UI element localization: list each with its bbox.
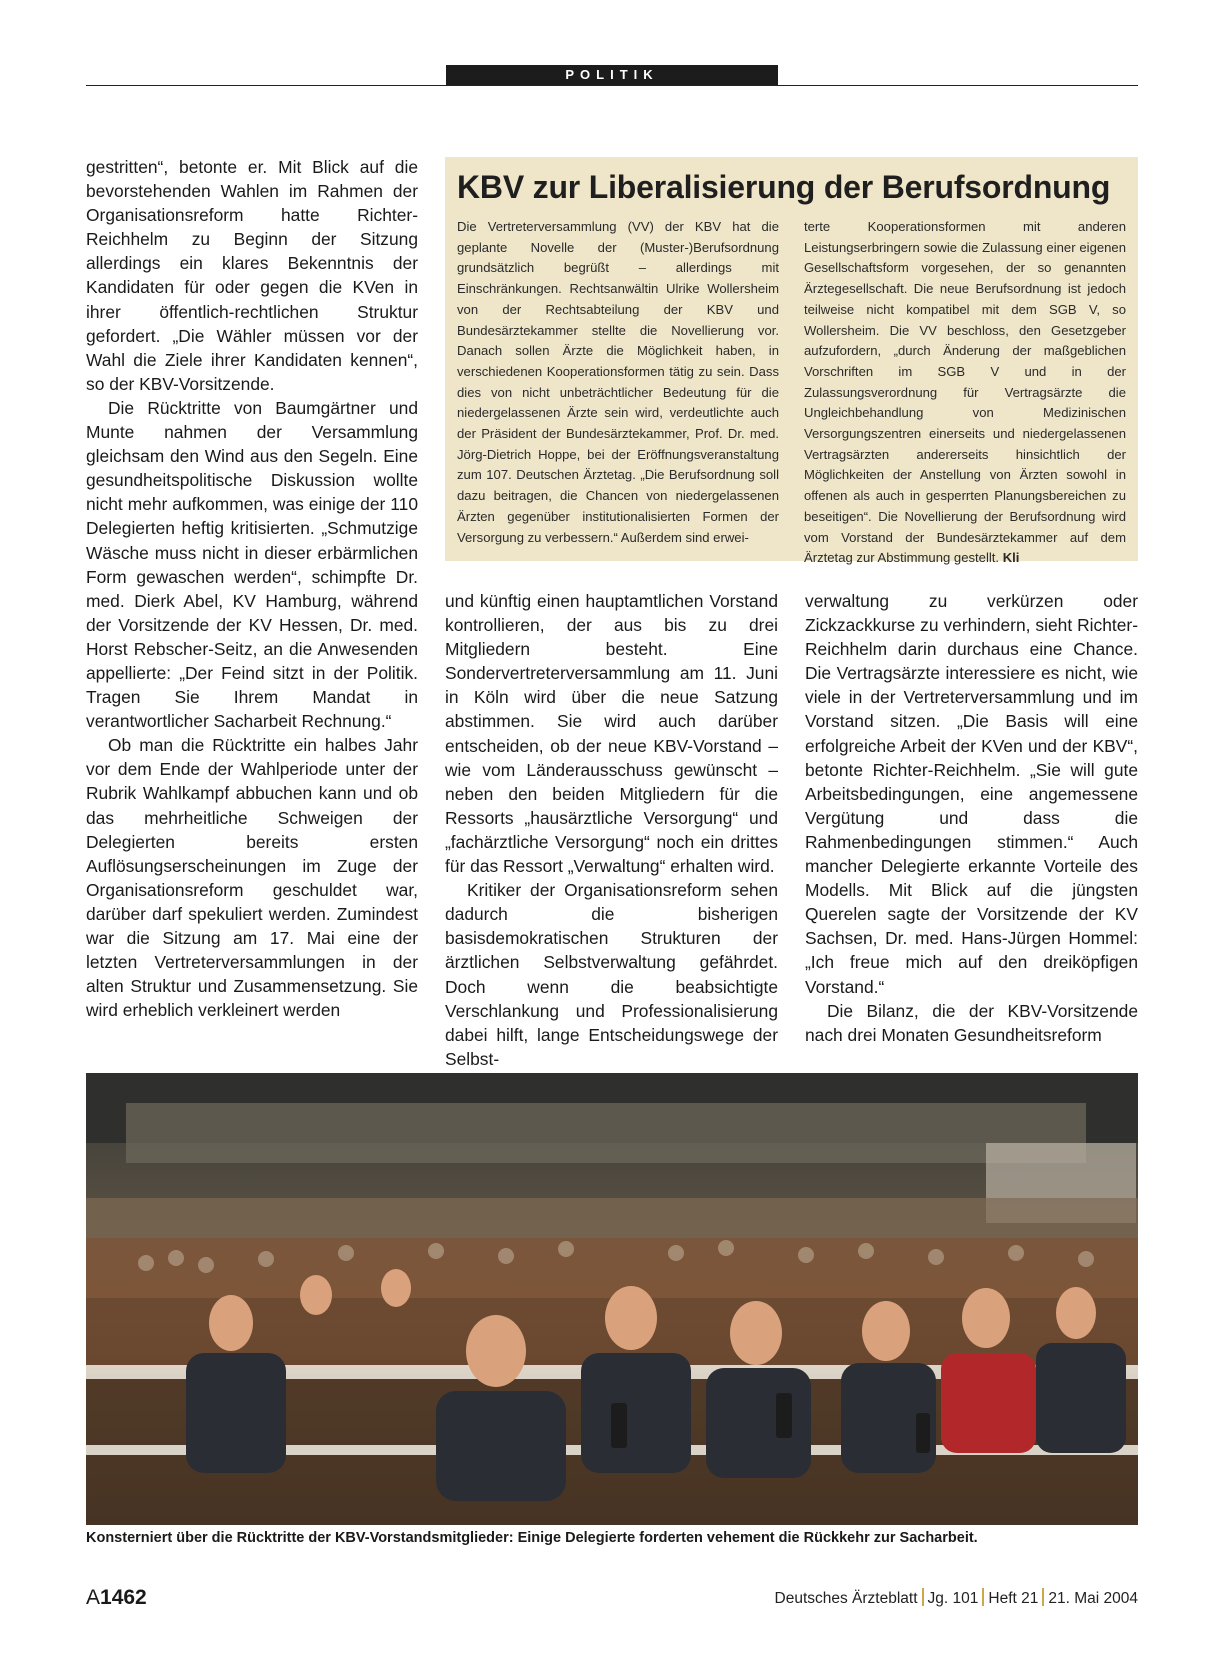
article-column-1 [86, 155, 418, 1022]
info-box-left-text: Die Vertreterversammlung (VV) der KBV hat die geplante Novelle der (Muster-)Berufsordnung grundsätzlich begrüßt – allerdings mit Einschränkungen. Rechtsanwältin Ulrike Wollersheim von der Rechtsabteilung der KBV und Bundesärztekammer stellte die Novellierung vor. Danach sollen Ärzte die Möglichkeit haben, in verschiedenen Kooperationsformen tätig zu sein. Dass dies von nicht unbeträchtlicher Bedeutung für die niedergelassenen Ärzte sein wird, verdeutlichte auch der Präsident der Bundesärztekammer, Prof. Dr. med. Jörg-Dietrich Hoppe, bei der Eröffnungsveranstaltung zum 107. Deutschen Ärztetag. „Die Berufsordnung soll dazu beitragen, die Chancen von niedergelassenen Ärzten gegenüber institutionalisierten Formen der Versorgung zu verbessern.“ Außerdem sind erwei- [457, 219, 779, 545]
col2-paragraph-1: und künftig einen hauptamtlichen Vorstand kontrollieren, der aus bis zu drei Mitgliedern besteht. Eine Sondervertreterversammlung am 11. Juni in Köln wird über die neue Satzung abstimmen. Sie wird auch darüber entscheiden, ob der neue KBV-Vorstand – wie vom Länderausschuss gewünscht – neben den beiden Mitgliedern für die Ressorts „hausärztliche Versorgung“ und „fachärztliche Versorgung“ noch ein drittes für das Ressort „Verwaltung“ erhalten wird. [445, 591, 778, 877]
footer-separator [982, 1588, 984, 1606]
author-tag: Kli [1002, 550, 1020, 566]
info-box-right-column [804, 217, 1126, 569]
journal-info [775, 1588, 1138, 1610]
footer-separator [1042, 1588, 1044, 1606]
assembly-photo [86, 1073, 1138, 1525]
page-number-value: 1462 [100, 1586, 147, 1609]
col2-paragraph-2: Kritiker der Organisationsreform sehen dadurch die bisherigen basisdemokratischen Strukturen der ärztlichen Selbstverwaltung gefährdet. Doch wenn die beabsichtigte Verschlankung und Professionalisierung dabei hilft, lange Entscheidungswege der Selbst- [445, 880, 778, 1069]
page-letter: A [86, 1586, 101, 1609]
journal-name: Deutsches Ärzteblatt [774, 1590, 918, 1607]
header-rule [86, 85, 1138, 86]
col3-paragraph-1: verwaltung zu verkürzen oder Zickzackkurse zu verhindern, sieht Richter-Reichhelm darin durchaus eine Chance. Die Vertragsärzte interessiere es nicht, wie viele in der Vertreterversammlung und im Vorstand sitzen. „Die Basis will eine erfolgreiche Arbeit der KVen und der KBV“, betonte Richter-Reichhelm. „Sie will gute Arbeitsbedingungen, eine angemessene Vergütung und dass die Rahmenbedingungen stimmen.“ Auch mancher Delegierte erkannte Vorteile des Modells. Mit Blick auf die jüngsten Querelen sagte der Vorsitzende der KV Sachsen, Dr. med. Hans-Jürgen Hommel: „Ich freue mich auf den dreiköpfigen Vorstand.“ [805, 591, 1138, 997]
journal-volume: Jg. 101 [927, 1590, 979, 1607]
footer-separator [922, 1588, 924, 1606]
photo-caption: Konsterniert über die Rücktritte der KBV-Vorstandsmitglieder: Einige Delegierte forderten vehement die Rückkehr zur Sacharbeit. [86, 1530, 978, 1546]
assembly-photo-illustration [86, 1073, 1138, 1525]
col1-paragraph-2: Die Rücktritte von Baumgärtner und Munte nahmen der Versammlung gleichsam den Wind aus den Segeln. Eine gesundheitspolitische Diskussion wollte nicht mehr aufkommen, was einige der 110 Delegierten heftig kritisierten. „Schmutzige Wäsche muss nicht in dieser erbärmlichen Form gewaschen werden“, schimpfte Dr. med. Dierk Abel, KV Hamburg, während der Vorsitzende der KV Hessen, Dr. med. Horst Rebscher-Seitz, an die Anwesenden appellierte: „Der Feind sitzt in der Politik. Tragen Sie Ihrem Mandat in verantwortlicher Sacharbeit Rechnung.“ [86, 397, 418, 732]
article-column-2 [445, 589, 778, 1071]
journal-issue: Heft 21 [988, 1590, 1039, 1607]
col1-paragraph-1: gestritten“, betonte er. Mit Blick auf die bevorstehenden Wahlen im Rahmen der Organisationsreform hatte Richter-Reichhelm zu Beginn der Sitzung allerdings ein klares Bekenntnis der Kandidaten für oder gegen die KVen in ihrer öffentlich-rechtlichen Struktur gefordert. „Die Wähler müssen vor der Wahl die Ziele ihrer Kandidaten kennen“, so der KBV-Vorsitzende. [86, 157, 418, 394]
section-label: POLITIK [446, 65, 778, 85]
journal-date: 21. Mai 2004 [1048, 1590, 1138, 1607]
page-number [86, 1585, 147, 1611]
info-box-right-text: terte Kooperationsformen mit anderen Leistungserbringern sowie die Zulassung einer eigenen Gesellschaftsform vorgesehen, der so genannten Ärztegesellschaft. Die neue Berufsordnung ist jedoch teilweise nicht kompatibel mit dem SGB V, so Wollersheim. Die VV beschloss, den Gesetzgeber aufzufordern, „durch Änderung der maßgeblichen Vorschriften im SGB V und in der Zulassungsverordnung für Vertragsärzte die Ungleichbehandlung von Medizinischen Versorgungszentren einerseits und niedergelassenen Vertragsärzten andererseits hinsichtlich der Möglichkeiten der Anstellung von Ärzten sowohl in offenen als auch in gesperrten Planungsbereichen zu beseitigen“. Die Novellierung der Berufsordnung wird vom Vorstand der Bundesärztekammer auf dem Ärztetag zur Abstimmung gestellt. [804, 219, 1126, 566]
col1-paragraph-3: Ob man die Rücktritte ein halbes Jahr vor dem Ende der Wahlperiode unter der Rubrik Wahlkampf abbuchen kann und ob das mehrheitliche Schweigen der Delegierten bereits ersten Auflösungserscheinungen im Zuge der Organisationsreform geschuldet war, darüber darf spekuliert werden. Zumindest war die Sitzung am 17. Mai eine der letzten Vertreterversammlungen in der alten Struktur und Zusammensetzung. Sie wird erheblich verkleinert werden [86, 735, 418, 1021]
info-box [445, 157, 1138, 566]
info-box-title: KBV zur Liberalisierung der Berufsordnung [457, 169, 1111, 205]
col3-paragraph-2: Die Bilanz, die der KBV-Vorsitzende nach drei Monaten Gesundheitsreform [805, 1000, 1138, 1045]
article-column-3 [805, 589, 1138, 1047]
